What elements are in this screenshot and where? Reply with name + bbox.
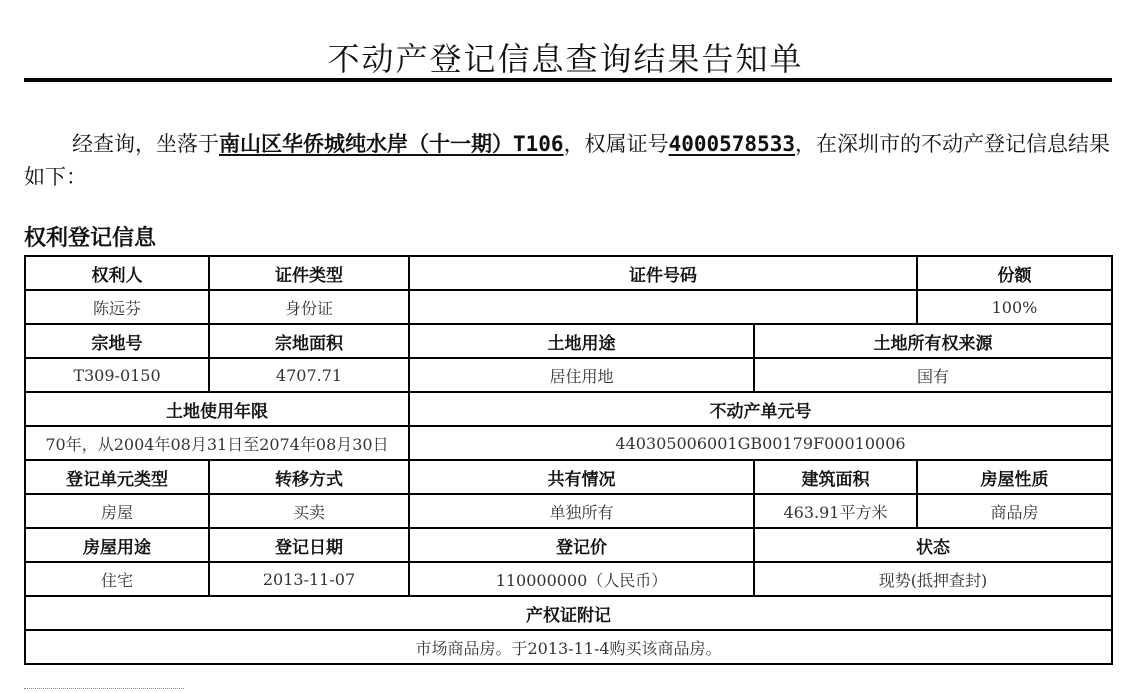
table-row (25, 528, 1112, 562)
intro-paragraph (24, 128, 1114, 194)
table-row (25, 562, 1112, 596)
intro-text-1: 经查询，坐落于 (72, 132, 219, 156)
header-land-source: 土地所有权来源 (754, 324, 1112, 358)
property-location: 南山区华侨城纯水岸（十一期）T106 (219, 132, 564, 156)
value-house-nature: 商品房 (917, 494, 1112, 528)
header-transfer: 转移方式 (209, 460, 409, 494)
header-share: 份额 (917, 256, 1112, 290)
header-reg-date: 登记日期 (209, 528, 409, 562)
table-row (25, 494, 1112, 528)
value-id-number (409, 290, 917, 324)
table-row (25, 392, 1112, 426)
table-row (25, 256, 1112, 290)
page-title: 不动产登记信息查询结果告知单 (327, 40, 804, 78)
table-row (25, 460, 1112, 494)
value-building-area: 463.91平方米 (754, 494, 917, 528)
table-row (25, 630, 1112, 664)
value-reg-date: 2013-11-07 (209, 562, 409, 596)
intro-text-3: ，在深圳市的不动产登记信息结果如下： (24, 132, 1111, 189)
certificate-number: 4000578533 (668, 132, 796, 156)
value-status: 现势(抵押查封) (754, 562, 1112, 596)
title-underline (24, 78, 1112, 82)
value-reg-price: 110000000（人民币） (409, 562, 754, 596)
table-row (25, 596, 1112, 630)
value-share: 100% (917, 290, 1112, 324)
value-land-use: 居住用地 (409, 358, 754, 392)
value-unit-type: 房屋 (25, 494, 209, 528)
table-row (25, 324, 1112, 358)
cutoff-text-fragment (24, 688, 184, 693)
value-land-source: 国有 (754, 358, 1112, 392)
header-house-nature: 房屋性质 (917, 460, 1112, 494)
value-parcel-area: 4707.71 (209, 358, 409, 392)
table-row (25, 358, 1112, 392)
header-parcel-area: 宗地面积 (209, 324, 409, 358)
value-house-use: 住宅 (25, 562, 209, 596)
rights-registration-table (24, 255, 1113, 665)
value-parcel-no: T309-0150 (25, 358, 209, 392)
header-land-use: 土地用途 (409, 324, 754, 358)
intro-text-2: ，权属证号 (563, 132, 669, 156)
header-house-use: 房屋用途 (25, 528, 209, 562)
value-unit-number: 440305006001GB00179F00010006 (409, 426, 1112, 460)
header-parcel-no: 宗地号 (25, 324, 209, 358)
header-reg-price: 登记价 (409, 528, 754, 562)
header-unit-number: 不动产单元号 (409, 392, 1112, 426)
header-status: 状态 (754, 528, 1112, 562)
header-co-ownership: 共有情况 (409, 460, 754, 494)
header-building-area: 建筑面积 (754, 460, 917, 494)
header-land-term: 土地使用年限 (25, 392, 409, 426)
header-id-number: 证件号码 (409, 256, 917, 290)
value-co-ownership: 单独所有 (409, 494, 754, 528)
table-row (25, 426, 1112, 460)
header-unit-type: 登记单元类型 (25, 460, 209, 494)
value-transfer: 买卖 (209, 494, 409, 528)
value-holder: 陈远芬 (25, 290, 209, 324)
value-id-type: 身份证 (209, 290, 409, 324)
value-land-term: 70年，从2004年08月31日至2074年08月30日 (25, 426, 409, 460)
header-certificate-note: 产权证附记 (25, 596, 1112, 630)
table-row (25, 290, 1112, 324)
value-certificate-note: 市场商品房。于2013-11-4购买该商品房。 (25, 630, 1112, 664)
header-holder: 权利人 (25, 256, 209, 290)
section-title: 权利登记信息 (24, 226, 157, 251)
header-id-type: 证件类型 (209, 256, 409, 290)
